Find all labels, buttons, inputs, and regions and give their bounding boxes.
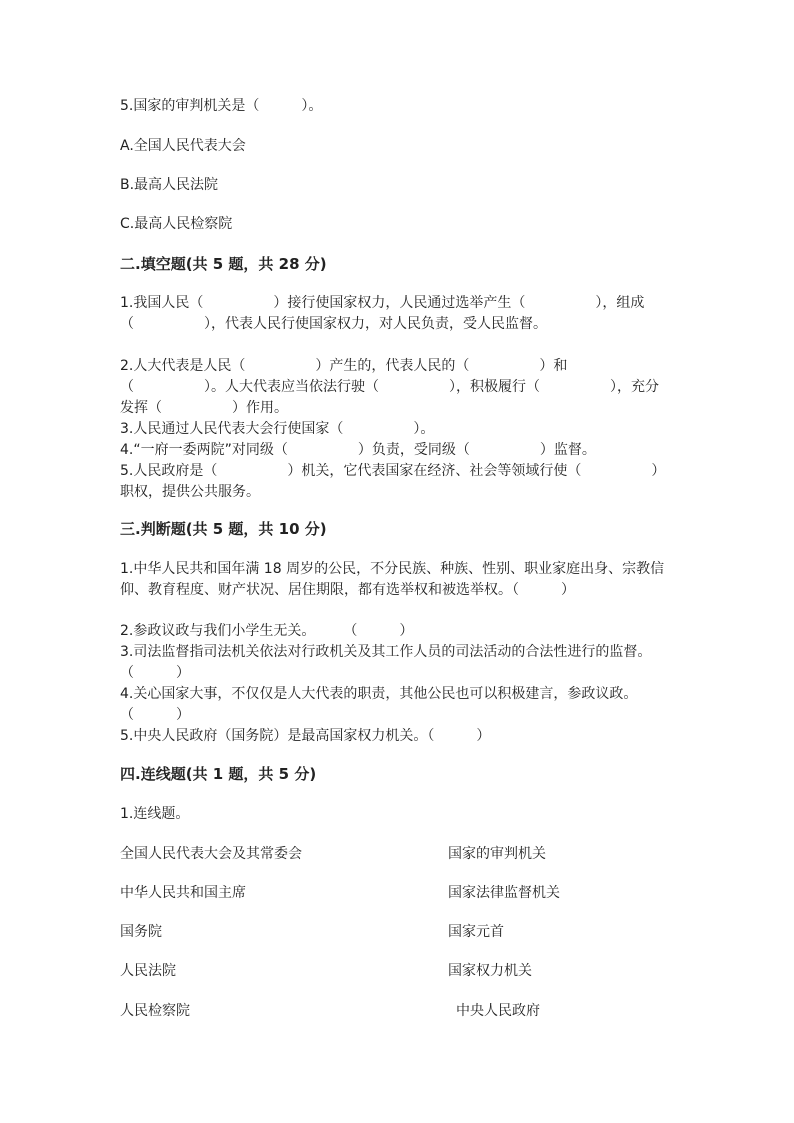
- match-left-item: 全国人民代表大会及其常委会: [120, 846, 302, 862]
- section-heading-judge: 三.判断题(共 5 题，共 10 分): [120, 520, 327, 538]
- match-right-item: 中央人民政府: [456, 1003, 540, 1019]
- match-intro: 1.连线题。: [120, 806, 190, 822]
- section-heading-match: 四.连线题(共 1 题，共 5 分): [120, 765, 317, 783]
- fill-question-3: 3.人民通过人民代表大会行使国家（ ）。: [120, 421, 435, 437]
- choice-question-5: 5.国家的审判机关是（ ）。: [120, 98, 323, 114]
- section-heading-fill: 二.填空题(共 5 题，共 28 分): [120, 255, 327, 273]
- choice-option-a: A.全国人民代表大会: [120, 138, 246, 154]
- match-left-item: 人民检察院: [120, 1003, 190, 1019]
- match-right-item: 国家的审判机关: [448, 846, 546, 862]
- judge-question-4: 4.关心国家大事，不仅仅是人大代表的职责，其他公民也可以积极建言，参政议政。（ ）: [120, 686, 638, 723]
- match-right-item: 国家权力机关: [448, 963, 532, 979]
- match-left-item: 人民法院: [120, 963, 176, 979]
- fill-question-4: 4.“一府一委两院”对同级（ ）负责，受同级（ ）监督。: [120, 442, 596, 458]
- match-left-item: 国务院: [120, 924, 162, 940]
- fill-question-5: 5.人民政府是（ ）机关，它代表国家在经济、社会等领域行使（ ）职权，提供公共服务。: [120, 463, 666, 500]
- choice-option-c: C.最高人民检察院: [120, 216, 233, 232]
- match-right-item: 国家法律监督机关: [448, 885, 560, 901]
- judge-question-1: 1.中华人民共和国年满 18 周岁的公民，不分民族、种族、性别、职业家庭出身、宗教信仰、教育程度、财产状况、居住期限，都有选举权和被选举权。（ ）: [120, 561, 665, 598]
- match-left-item: 中华人民共和国主席: [120, 885, 246, 901]
- fill-question-1: 1.我国人民（ ）接行使国家权力，人民通过选举产生（ ），组成（ ），代表人民行使国家权力，对人民负责，受人民监督。: [120, 295, 645, 332]
- choice-option-b: B.最高人民法院: [120, 177, 219, 193]
- judge-question-2: 2.参政议政与我们小学生无关。 （ ）: [120, 623, 414, 639]
- judge-question-3: 3.司法监督指司法机关依法对行政机关及其工作人员的司法活动的合法性进行的监督。（ ）: [120, 644, 652, 681]
- judge-question-5: 5.中央人民政府（国务院）是最高国家权力机关。（ ）: [120, 728, 491, 744]
- match-right-item: 国家元首: [448, 924, 504, 940]
- fill-question-2: 2.人大代表是人民（ ）产生的，代表人民的（ ）和（ ）。人大代表应当依法行驶（ ），积极履行（ ），充分发挥（ ）作用。: [120, 358, 659, 416]
